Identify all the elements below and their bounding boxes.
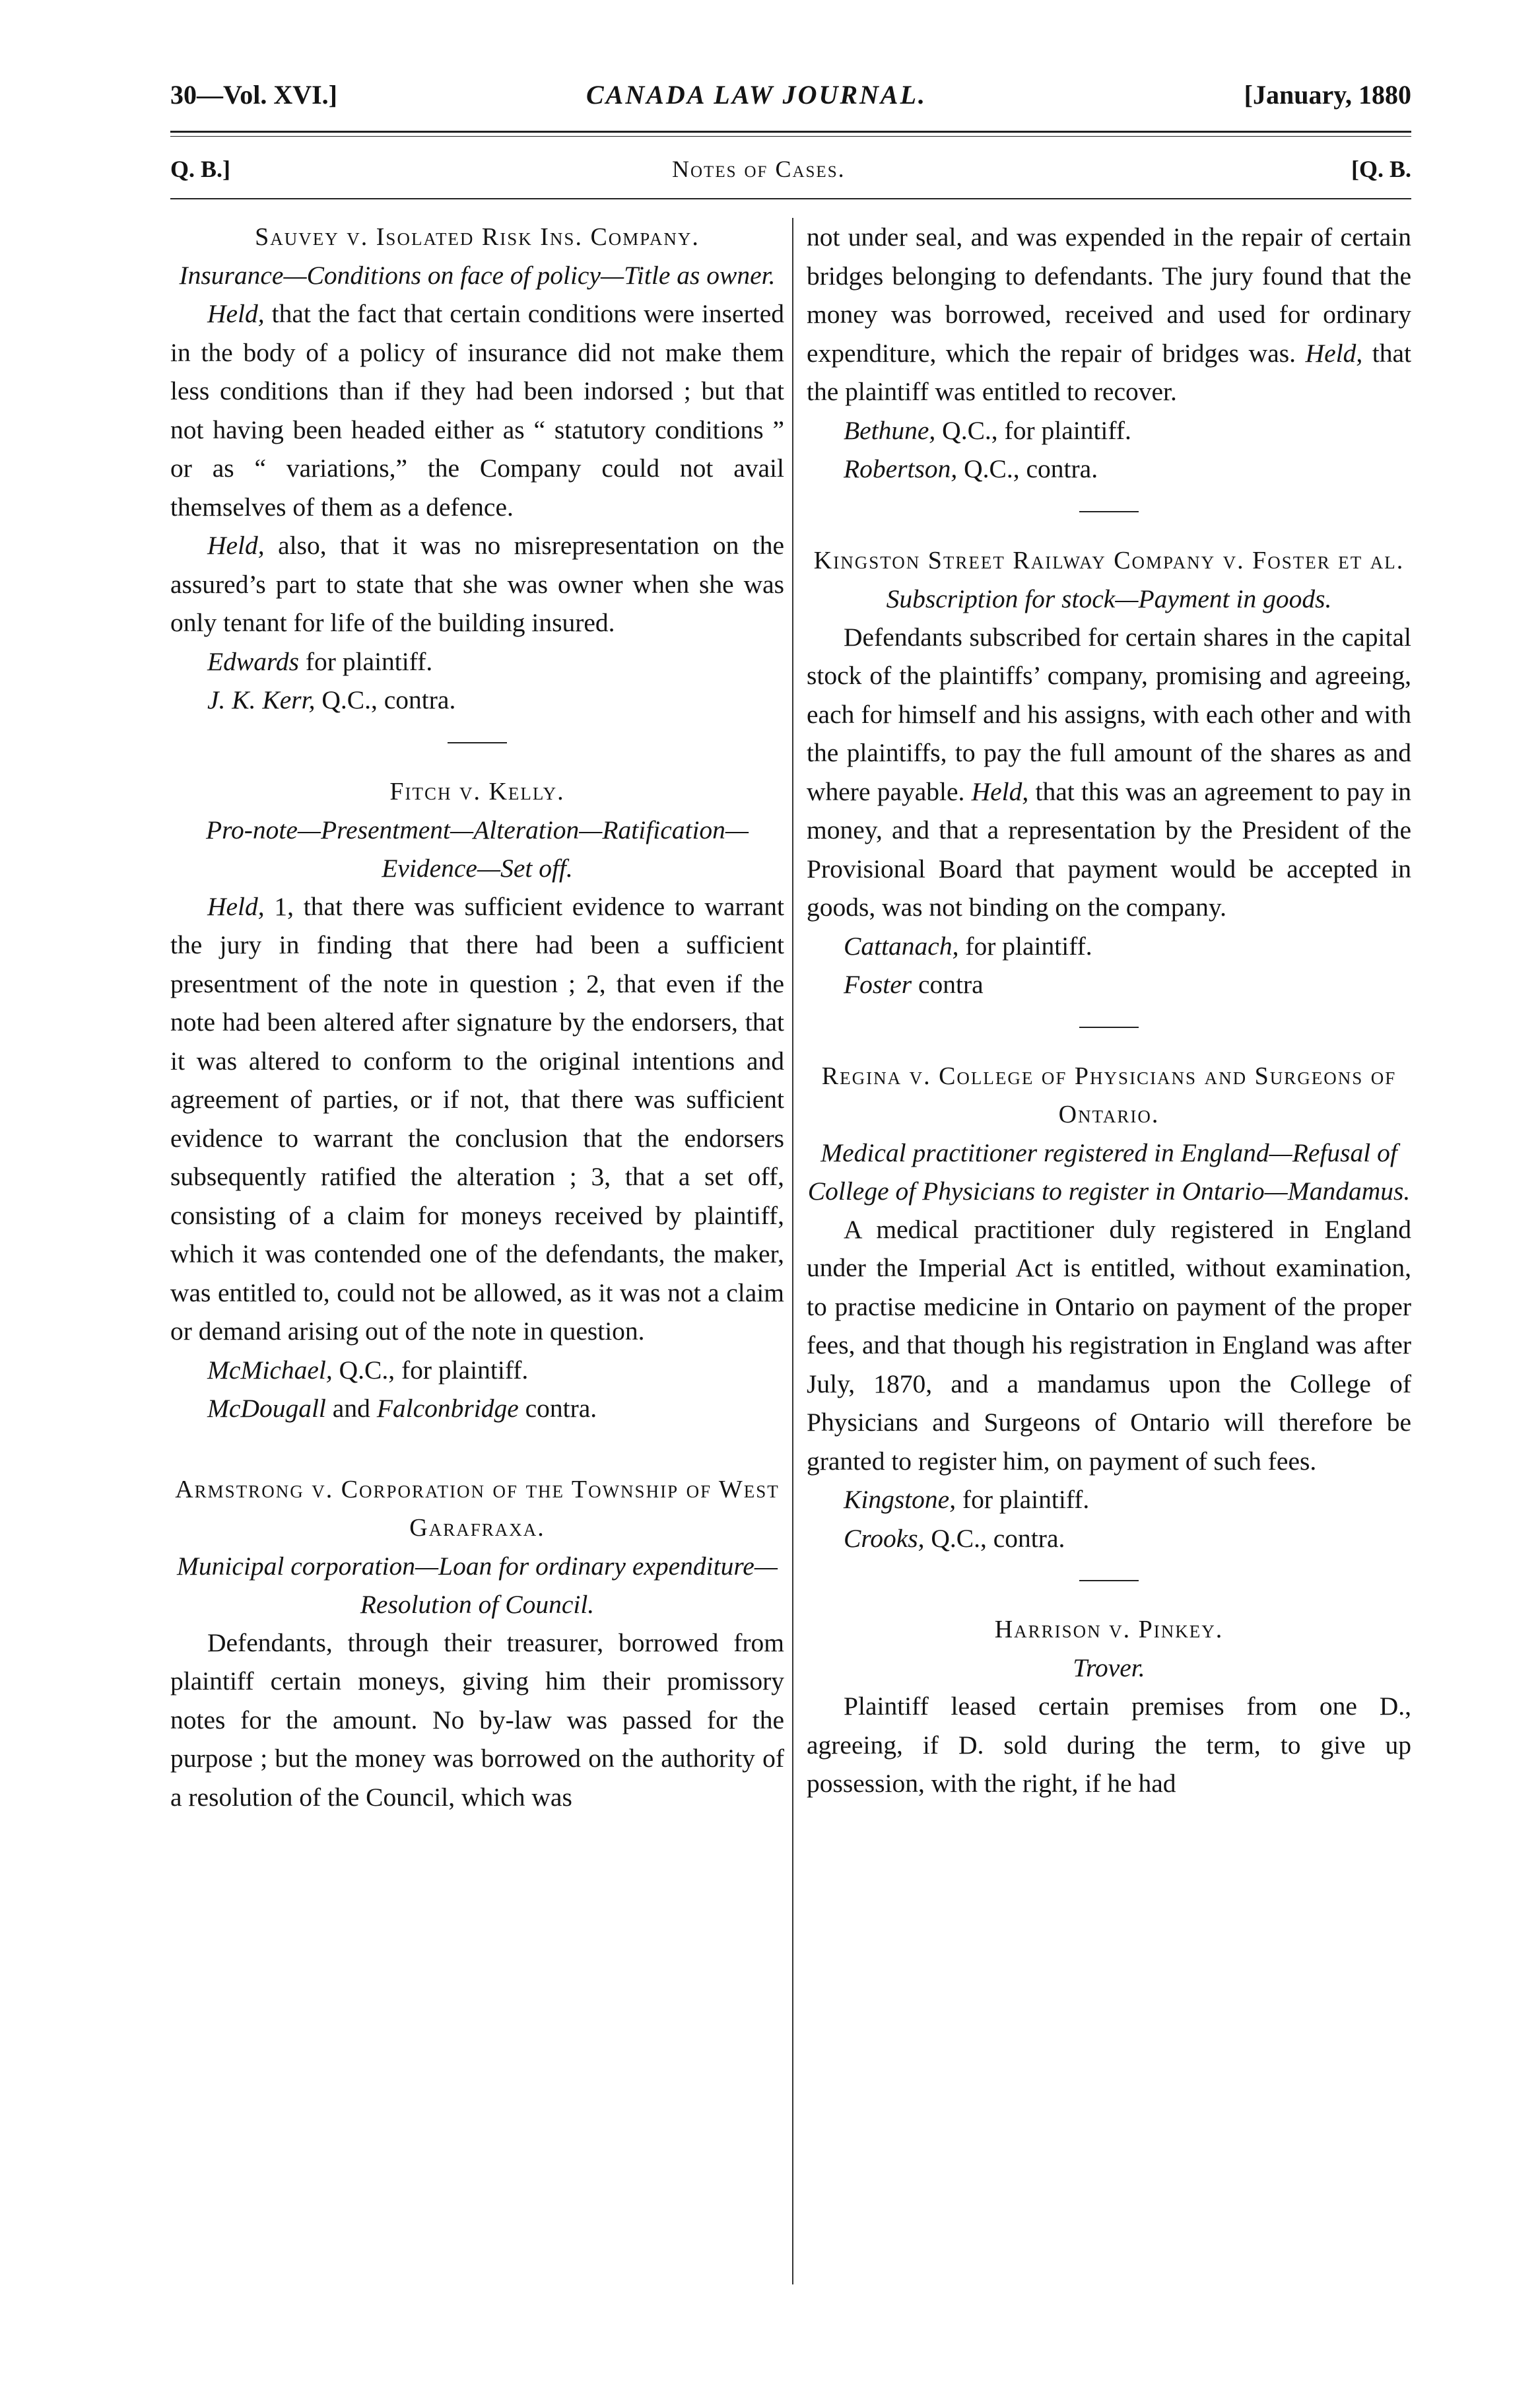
case-facts: Defendants, through their treasurer, borrowed from plaintiff certain moneys, giving him their promissory notes for the amount. No by-law was passed for the purpose ; but the money was borrowed on the authority of a resolution of the Council, which was	[170, 1627, 784, 1812]
case-subject: Medical practitioner registered in England—Refusal of College of Physicians to register in Ontario—Mandamus.	[807, 1138, 1411, 1206]
counsel-role: for plaintiff.	[958, 931, 1092, 961]
section-header	[170, 155, 1411, 195]
counsel-role: Q.C., for plaintiff.	[935, 415, 1131, 445]
case-separator	[1079, 1027, 1139, 1028]
counsel-name: Falconbridge	[376, 1394, 519, 1423]
counsel-name: J. K. Kerr,	[207, 685, 316, 714]
case-title: Harrison v. Pinkey.	[994, 1616, 1224, 1643]
counsel-role: Q.C., contra.	[924, 1523, 1065, 1553]
left-column	[170, 218, 784, 1816]
counsel-name: Bethune,	[844, 415, 936, 445]
case-facts: Plaintiff leased certain premises from one D., agreeing, if D. sold during the term, to give up possession, with the right, if he had	[807, 1692, 1411, 1798]
case-fitch	[170, 772, 784, 1428]
holding-text: that the fact that certain conditions were inserted in the body of a policy of insurance did not make them less conditions than if they had been indorsed ; but that not having been headed either as “ statutory conditions ” or as “ variations,” the Company could not avail themselves of them as a defence.	[170, 299, 784, 522]
holding-text: that this was an agreement to pay in money, and that a representation by the President of the Provisional Board that payment would be accepted in goods, was not binding on the company.	[807, 776, 1411, 922]
case-facts: A medical practitioner duly registered in England under the Imperial Act is entitled, without examination, to practise medicine in Ontario on payment of the proper fees, and that though his registration in England was after July, 1870, and a mandamus upon the College of Physicians and Surgeons of Ontario will therefore be granted to register him, on payment of such fees.	[807, 1214, 1411, 1476]
counsel-name: Kingstone,	[844, 1485, 956, 1514]
counsel-name: Crooks,	[844, 1523, 925, 1553]
section-title: Notes of Cases.	[672, 156, 846, 182]
counsel-name: Cattanach,	[844, 931, 959, 961]
case-sauvey	[170, 218, 784, 720]
counsel-role: contra	[912, 970, 984, 999]
held-label: Held,	[207, 891, 265, 921]
case-kingston	[807, 541, 1411, 1004]
counsel-role: Q.C., contra.	[315, 685, 456, 714]
counsel-line	[170, 1389, 784, 1428]
issue-date: [January, 1880	[1244, 80, 1411, 110]
held-label: Held,	[971, 776, 1029, 806]
counsel-line	[170, 681, 784, 720]
case-subject: Municipal corporation—Loan for ordinary expenditure—Resolution of Council.	[177, 1551, 778, 1619]
case-title: Kingston Street Railway Company v. Foster et al.	[813, 546, 1405, 574]
right-column	[807, 218, 1411, 1803]
case-harrison	[807, 1610, 1411, 1803]
held-label: Held,	[207, 299, 265, 328]
counsel-role: contra.	[518, 1394, 597, 1423]
counsel-line	[170, 642, 784, 681]
counsel-name: McMichael,	[207, 1355, 333, 1385]
case-holding	[170, 294, 784, 526]
counsel-line	[170, 1351, 784, 1390]
court-label-left: Q. B.]	[170, 156, 231, 182]
case-armstrong-continued	[807, 218, 1411, 489]
case-armstrong	[170, 1470, 784, 1817]
section-rule	[170, 198, 1411, 199]
header-rule-thin	[170, 136, 1411, 137]
case-separator	[1079, 511, 1139, 512]
header-rule-thick	[170, 131, 1411, 133]
holding-text: 1, that there was sufficient evidence to warrant the jury in finding that there had been a sufficient presentment of the note in question ; 2, that even if the note had been altered after signature by the endorsers, that it was altered to conform to the original intentions and agreement of parties, or if not, that there was sufficient evidence to warrant the conclusion that the endorsers subsequently ratified the alteration ; 3, that a set off, consisting of a claim for moneys received by plaintiff, which it was contended one of the defendants, the maker, was entitled to, could not be allowed, as it was not a claim or demand arising out of the note in question.	[170, 891, 784, 1346]
held-label: Held,	[1305, 338, 1363, 368]
counsel-line	[807, 965, 1411, 1004]
holding-text: that the plaintiff was entitled to recover.	[807, 338, 1411, 406]
case-title: Regina v. College of Physicians and Surgeons of Ontario.	[821, 1062, 1397, 1128]
case-subject: Trover.	[1073, 1653, 1145, 1682]
counsel-line	[807, 927, 1411, 966]
counsel-conjunction: and	[325, 1394, 377, 1423]
case-facts	[807, 618, 1411, 927]
counsel-line	[807, 1480, 1411, 1519]
case-holding	[170, 526, 784, 642]
held-label: Held,	[207, 531, 265, 560]
counsel-name: McDougall	[207, 1394, 326, 1423]
case-regina	[807, 1057, 1411, 1558]
counsel-name: Edwards	[207, 646, 300, 676]
facts-text: not under seal, and was expended in the repair of certain bridges belonging to defendants. The jury found that the money was borrowed, received and used for ordinary expenditure, which the repair of bridges was.	[807, 223, 1411, 368]
case-title: Fitch v. Kelly.	[389, 777, 565, 805]
counsel-role: for plaintiff.	[299, 646, 433, 676]
case-subject: Subscription for stock—Payment in goods.	[886, 584, 1332, 613]
case-separator	[448, 742, 507, 743]
case-title: Armstrong v. Corporation of the Township of West Garafraxa.	[175, 1475, 780, 1542]
facts-text: Defendants subscribed for certain shares in the capital stock of the plaintiffs’ company, promising and agreeing, each for himself and his assigns, with each other and with the plaintiffs, to pay the full amount of the shares as and where payable.	[807, 622, 1411, 806]
case-title: Sauvey v. Isolated Risk Ins. Company.	[255, 223, 700, 251]
counsel-name: Robertson,	[844, 454, 958, 483]
counsel-name: Foster	[844, 970, 912, 999]
court-label-right: [Q. B.	[1351, 156, 1411, 182]
counsel-role: Q.C., contra.	[957, 454, 1098, 483]
counsel-line	[807, 411, 1411, 450]
counsel-role: Q.C., for plaintiff.	[332, 1355, 529, 1385]
case-facts	[807, 218, 1411, 411]
journal-title: CANADA LAW JOURNAL.	[586, 80, 927, 110]
case-subject: Insurance—Conditions on face of policy—Title as owner.	[179, 261, 776, 290]
case-separator	[1079, 1580, 1139, 1581]
column-divider	[792, 218, 793, 2284]
case-holding	[170, 887, 784, 1351]
counsel-line	[807, 450, 1411, 489]
case-subject: Pro-note—Presentment—Alteration—Ratification—Evidence—Set off.	[205, 815, 749, 883]
running-header	[170, 79, 1411, 125]
holding-text: also, that it was no misrepresentation on the assured’s part to state that she was owner when she was only tenant for life of the building insured.	[170, 531, 784, 637]
counsel-role: for plaintiff.	[956, 1485, 1090, 1514]
counsel-line	[807, 1519, 1411, 1558]
volume-label: 30—Vol. XVI.]	[170, 80, 337, 110]
